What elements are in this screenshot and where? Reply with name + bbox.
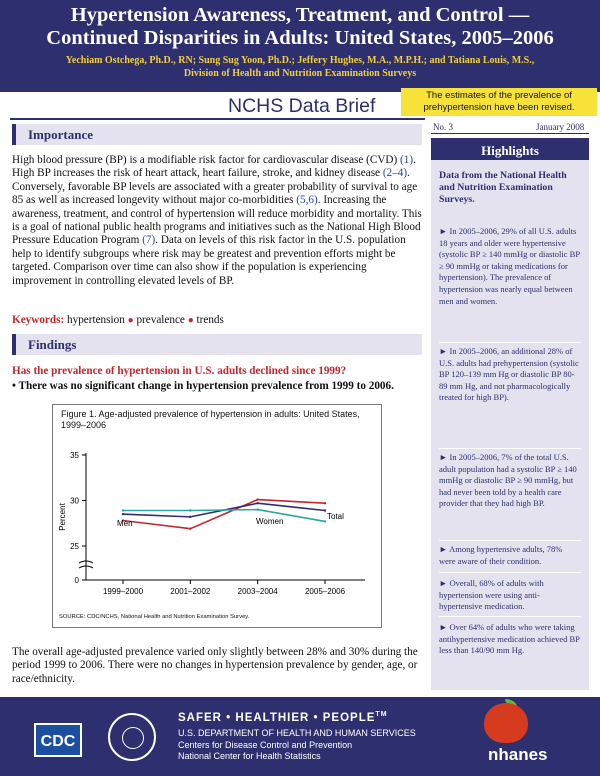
keyword: hypertension <box>67 314 125 326</box>
highlight-item: ► In 2005–2006, 29% of all U.S. adults 18 years and older were hypertensive (systolic BP ≥ 140 mmHg or diastolic BP ≥ 90 mmHg or taking medications for hypertension). The prevalence of hypertension was nearly equal between men and women. <box>439 226 580 306</box>
citation-link[interactable]: (7) <box>142 234 156 247</box>
chart-svg <box>53 405 381 627</box>
report-header <box>0 0 600 92</box>
revision-note: The estimates of the prevalence of prehypertension have been revised. <box>401 88 597 116</box>
highlight-divider <box>439 616 581 617</box>
y-tick-label: 25 <box>70 542 79 551</box>
y-tick-label: 30 <box>70 496 79 506</box>
bullet-dot-icon: ● <box>127 315 134 326</box>
importance-text-part: . Increasing the awareness, treatment, and control of hypertension will reduce morbidity and mortality. This is a goal of national public health programs and initiatives such as the National High Blood Pressure Education Program <box>12 194 422 247</box>
keywords <box>12 314 224 326</box>
data-point-total <box>324 509 326 511</box>
series-line-men <box>123 500 325 529</box>
keywords-label: Keywords: <box>12 314 65 326</box>
authors <box>0 54 600 80</box>
authors-line-1: Yechiam Ostchega, Ph.D., RN; Sung Sug Yoon, Ph.D.; Jeffery Hughes, M.A., M.P.H.; and Tatiana Louis, M.S., <box>65 55 535 66</box>
data-point-women <box>122 509 124 511</box>
highlight-divider <box>439 540 581 541</box>
highlight-item: ► In 2005–2006, an additional 28% of U.S. adults had prehypertension (systolic BP 120–139 mm Hg or diastolic BP 80-89 mm Hg, and not pharmacologically treated for high BP). <box>439 346 579 403</box>
series-label-total: Total <box>327 512 344 521</box>
data-point-men <box>324 502 326 504</box>
data-point-total <box>122 513 124 515</box>
x-tick-label: 2003–2004 <box>237 587 278 596</box>
highlight-divider <box>439 572 581 573</box>
brief-title: NCHS Data Brief <box>228 95 376 117</box>
data-point-women <box>324 520 326 522</box>
highlight-item: ► In 2005–2006, 7% of the total U.S. adult population had a systolic BP ≥ 140 mmHg or diastolic BP ≥ 90 mmHg, but had never been told by a health care provider that they had high BP. <box>439 452 577 509</box>
nchs-name: National Center for Health Statistics <box>178 751 321 761</box>
importance-text-part: High blood pressure (BP) is a modifiable risk factor for cardiovascular disease (CVD) <box>12 154 401 166</box>
y-tick-label: 35 <box>70 451 79 460</box>
highlights-heading: Highlights <box>431 142 589 160</box>
importance-text-part: . High BP increases the risk of heart attack, heart failure, stroke, and kidney disease <box>12 154 416 180</box>
title-line-1: Hypertension Awareness, Treatment, and Control — <box>70 4 530 26</box>
citation-link[interactable]: (5,6) <box>296 194 318 207</box>
findings-closing: The overall age-adjusted prevalence varied only slightly between 28% and 30% during the period 1999 to 2006. There were no changes in hypertension prevalence by gender, age, or race/ethnicity. <box>12 646 418 685</box>
cdc-name: Centers for Disease Control and Prevention <box>178 739 353 750</box>
importance-heading-bar <box>12 124 422 145</box>
bullet-dot-icon: ● <box>187 315 194 326</box>
findings-heading-bar <box>12 334 422 355</box>
data-point-women <box>189 509 191 511</box>
nhanes-apple-icon <box>484 703 528 743</box>
highlights-sidebar <box>431 138 589 690</box>
x-tick-label: 2005–2006 <box>304 587 346 596</box>
highlights-intro: Data from the National Health and Nutrition Examination Surveys. <box>439 170 567 205</box>
hhs-name: U.S. DEPARTMENT OF HEALTH AND HUMAN SERVICES <box>178 728 416 738</box>
title-line-2: Continued Disparities in Adults: United States, 2005–2006 <box>46 27 554 49</box>
issue-date: January 2008 <box>536 122 585 132</box>
series-label-men: Men <box>117 519 133 528</box>
series-label-women: Women <box>256 517 284 526</box>
highlight-divider <box>439 342 581 343</box>
keyword: trends <box>196 314 224 326</box>
title-rule <box>10 118 425 120</box>
citation-link[interactable]: (1) <box>400 154 414 166</box>
page-footer <box>0 697 600 776</box>
y-tick-label: 0 <box>74 576 79 585</box>
authors-line-2: Division of Health and Nutrition Examination Surveys <box>183 68 417 79</box>
findings-question: Has the prevalence of hypertension in U.S. adults declined since 1999? <box>12 365 347 377</box>
data-point-men <box>189 528 191 530</box>
hhs-seal-icon <box>108 713 156 761</box>
highlight-divider <box>439 448 581 449</box>
cdc-logo-icon[interactable]: CDC <box>34 723 82 757</box>
data-point-women <box>256 508 258 510</box>
importance-text <box>12 154 424 288</box>
highlight-item: ► Over 64% of adults who were taking antihypertensive medication achieved BP less than 140/90 mm Hg. <box>439 622 580 656</box>
x-tick-label: 1999–2000 <box>102 587 144 596</box>
y-axis-label: Percent <box>58 503 67 531</box>
footer-agencies <box>178 728 416 763</box>
trademark: TM <box>375 711 388 718</box>
figure-source: SOURCE: CDC/NCHS, National Health and Nutrition Examination Survey. <box>59 614 250 620</box>
issue-number: No. 3 <box>433 122 453 132</box>
citation-link[interactable]: (2–4) <box>382 167 408 180</box>
footer-tagline <box>178 711 388 724</box>
importance-heading: Importance <box>28 127 93 142</box>
data-point-total <box>189 516 191 518</box>
importance-text-part: . Data on levels of this risk factor in the U.S. population help to identify subgroups where risk may be greatest and prevention efforts might be targeted. Comparison over time can also show if the population is experiencing improvement in controlling elevated levels of BP. <box>12 234 406 287</box>
figure-1 <box>52 404 382 628</box>
x-tick-label: 2001–2002 <box>170 587 211 596</box>
nhanes-logo[interactable]: nhanes <box>488 745 548 764</box>
keyword: prevalence <box>136 314 185 326</box>
tagline-text: SAFER • HEALTHIER • PEOPLE <box>178 711 376 724</box>
highlight-item: ► Overall, 68% of adults with hypertension were using anti-hypertensive medication. <box>439 578 544 612</box>
importance-text-part: . Conversely, favorable BP levels are associated with a greater probability of survival to age 85 as well as increased longevity without major co-morbidities <box>12 167 418 207</box>
findings-bullet: • There was no significant change in hypertension prevalence from 1999 to 2006. <box>12 380 394 392</box>
data-point-total <box>256 502 258 504</box>
issue-rule <box>431 133 589 134</box>
figure-title: Figure 1. Age-adjusted prevalence of hypertension in adults: United States, 1999–2006 <box>61 409 360 430</box>
highlight-item: ► Among hypertensive adults, 78% were aware of their condition. <box>439 544 563 566</box>
findings-heading: Findings <box>28 337 77 352</box>
report-title <box>0 4 600 50</box>
data-point-men <box>256 498 258 500</box>
